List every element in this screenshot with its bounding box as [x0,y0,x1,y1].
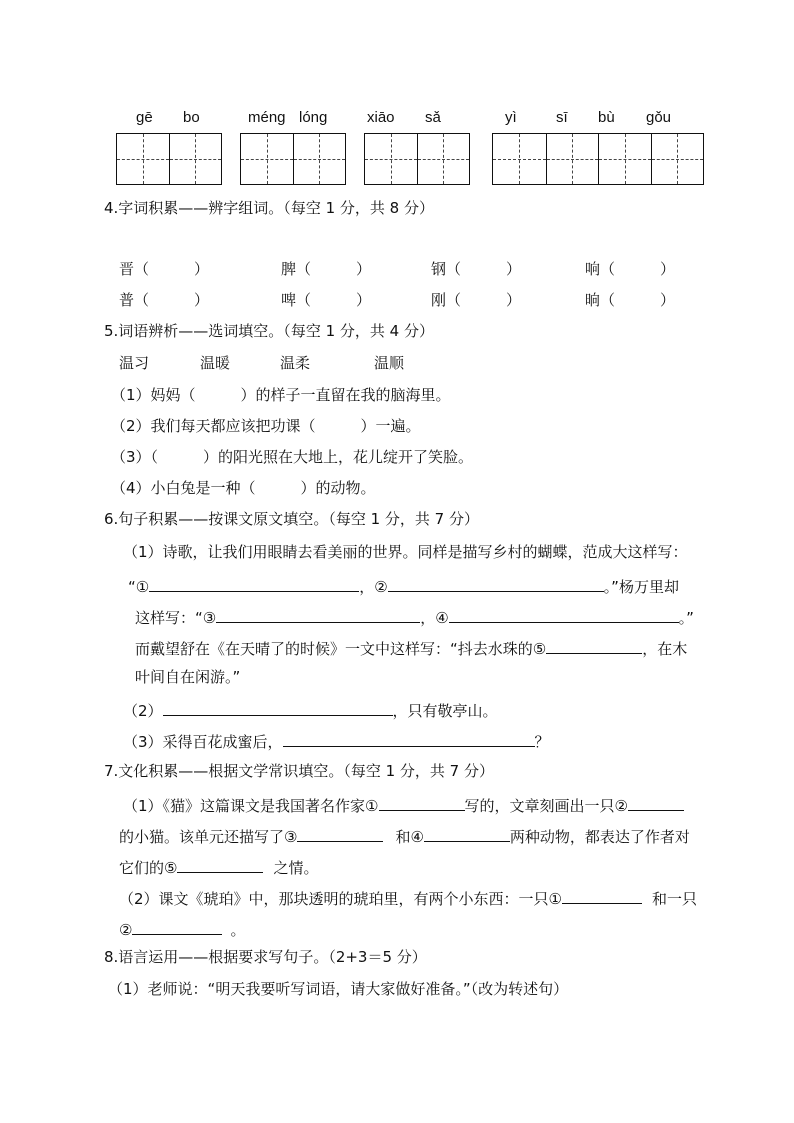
q7-blank-6[interactable] [562,889,642,904]
q6-blank-5[interactable] [546,639,642,654]
pinyin-gou: gǒu [646,109,672,126]
pinyin-bo: bo [183,109,200,126]
q6-blank-1[interactable] [149,577,359,592]
q7-line-2-text: 的小猫。该单元还描写了③ [119,828,298,846]
q8-sentence-1: （1）老师说：“明天我要听写词语，请大家做好准备。”（改为转述句） [108,980,569,998]
q6-blank-4[interactable] [449,608,679,623]
q7-blank-3[interactable] [297,827,383,842]
q5-sentence-4[interactable]: （4）小白兔是一种（ ）的动物。 [111,479,376,497]
pinyin-long: lóng [299,109,328,126]
grid-cell[interactable] [546,134,599,184]
q6-line-2-end: 。”杨万里却 [603,578,679,596]
q6-blank-3-label: 这样写：“③ [135,609,217,627]
q4-item-pi2[interactable]: 啤（ ） [281,291,372,309]
q7-blank-7[interactable] [132,920,222,935]
q6-blank-4-label: ，④ [420,609,449,627]
grid-cell[interactable] [417,134,469,184]
writing-grid-menglong[interactable] [240,133,346,185]
pinyin-si: sī [556,109,568,126]
q4-item-pi[interactable]: 脾（ ） [281,260,372,278]
q4-item-gang[interactable]: 钢（ ） [431,260,522,278]
grid-cell[interactable] [117,134,169,184]
q6-question-2 [123,701,498,719]
q7-line-4-end: 和一只 [652,890,698,908]
q7-line-3-end: 之情。 [273,859,319,877]
pinyin-bu: bù [598,109,615,126]
q5-sentence-2[interactable]: （2）我们每天都应该把功课（ ）一遍。 [111,417,421,435]
grid-cell[interactable] [493,134,546,184]
q6-question-3 [123,732,550,750]
q7-line-2 [119,827,690,845]
q5-word-wenxi: 温习 [119,354,150,372]
q4-item-xiang[interactable]: 响（ ） [585,260,676,278]
q7-blank-2[interactable] [628,796,684,811]
q6-blank-2-label: ，② [359,578,388,596]
q6-q2-label: （2） [123,702,163,720]
q5-sentence-1[interactable]: （1）妈妈（ ）的样子一直留在我的脑海里。 [111,386,451,404]
writing-grid-yisibugou[interactable] [492,133,704,185]
q7-line-4-text: （2）课文《琥珀》中，那块透明的琥珀里，有两个小东西：一只① [119,890,562,908]
q7-line-5-end: 。 [230,921,246,939]
grid-cell[interactable] [598,134,651,184]
grid-cell[interactable] [651,134,704,184]
grid-cell[interactable] [365,134,417,184]
q6-q2-blank[interactable] [163,701,393,716]
q4-item-shang[interactable]: 晌（ ） [585,291,676,309]
q6-title: 6.句子积累——按课文原文填空。（每空 1 分，共 7 分） [104,510,479,528]
writing-grid-xiaosa[interactable] [364,133,470,185]
q6-blank-1-label: “① [128,578,150,596]
q7-blank-5[interactable] [177,858,263,873]
q8-title: 8.语言运用——根据要求写句子。（2+3＝5 分） [104,948,427,966]
q7-title: 7.文化积累——根据文学常识填空。（每空 1 分，共 7 分） [104,762,494,780]
q5-word-wenshun: 温顺 [374,354,405,372]
q6-blank-2[interactable] [388,577,604,592]
q6-line-3-end: 。” [678,609,694,627]
q6-q3-blank[interactable] [283,732,535,747]
q5-sentence-3[interactable]: （3）（ ）的阳光照在大地上，花儿绽开了笑脸。 [111,448,474,466]
q5-title: 5.词语辨析——选词填空。（每空 1 分，共 4 分） [104,322,434,340]
q7-line-1 [123,796,684,814]
pinyin-xiao: xiāo [367,109,395,126]
q5-word-wennuan: 温暖 [200,354,231,372]
q4-item-gang2[interactable]: 刚（ ） [431,291,522,309]
q7-line-3 [119,858,318,876]
pinyin-ge: gē [136,109,153,126]
q6-line-3 [135,608,694,626]
q6-line-5: 叶间自在闲游。” [135,668,241,686]
q7-line-2-end: 两种动物，都表达了作者对 [509,828,690,846]
q7-blank-7-label: ② [119,921,133,939]
q6-line-4-text: 而戴望舒在《在天晴了的时候》一文中这样写：“抖去水珠的⑤ [135,640,547,658]
q7-line-4 [119,889,697,907]
q4-title: 4.字词积累——辨字组词。（每空 1 分，共 8 分） [104,199,434,217]
pinyin-yi: yì [505,109,517,126]
q6-line-4-end: ，在木 [642,640,688,658]
grid-cell[interactable] [169,134,221,184]
q7-line-5 [119,920,245,938]
grid-cell[interactable] [293,134,345,184]
grid-cell[interactable] [241,134,293,184]
q7-line-1-mid: 写的，文章刻画出一只② [464,797,628,815]
q7-blank-1[interactable] [379,796,465,811]
q6-blank-3[interactable] [216,608,420,623]
q6-line-2 [128,577,679,595]
q6-q2-end: ，只有敬亭山。 [392,702,498,720]
q7-blank-4-label: 和④ [395,828,424,846]
q7-line-3-text: 它们的⑤ [119,859,178,877]
q6-line-4 [135,639,687,657]
q4-item-pu[interactable]: 普（ ） [119,291,210,309]
q6-paragraph-1: （1）诗歌，让我们用眼睛去看美丽的世界。同样是描写乡村的蝴蝶，范成大这样写： [123,543,688,561]
q6-q3-text: （3）采得百花成蜜后， [123,733,283,751]
pinyin-meng: méng [248,109,286,126]
q7-blank-4[interactable] [424,827,510,842]
q5-word-wenrou: 温柔 [280,354,311,372]
q4-item-jin[interactable]: 晋（ ） [119,260,210,278]
pinyin-sa: sǎ [425,109,441,126]
q6-q3-end: ？ [534,733,550,751]
writing-grid-gebo[interactable] [116,133,222,185]
q7-line-1-text: （1）《猫》这篇课文是我国著名作家① [123,797,379,815]
